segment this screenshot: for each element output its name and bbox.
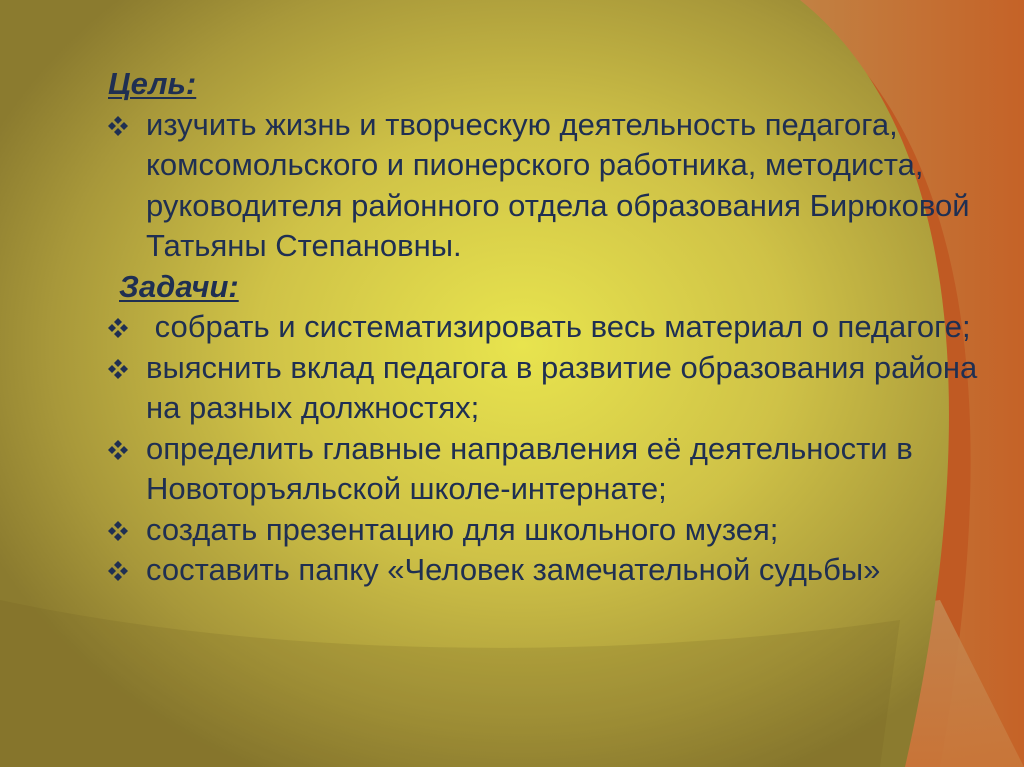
task-item-text: выяснить вклад педагога в развитие образования района на разных должностях; <box>146 349 978 425</box>
four-diamond-bullet-icon <box>108 349 142 389</box>
tasks-list <box>108 307 988 591</box>
tasks-heading: Задачи: <box>119 268 239 304</box>
four-diamond-bullet-icon <box>108 430 142 470</box>
task-item-text: определить главные направления её деятельности в Новоторъяльской школе-интернате; <box>146 430 913 506</box>
task-item <box>108 307 988 348</box>
goal-heading: Цель: <box>108 66 197 101</box>
task-item <box>108 550 988 591</box>
task-item-text: создать презентацию для школьного музея; <box>146 511 779 547</box>
four-diamond-bullet-icon <box>108 106 142 146</box>
task-item <box>108 348 988 429</box>
goal-list <box>108 105 988 267</box>
slide-content <box>108 64 988 591</box>
task-item <box>108 429 988 510</box>
four-diamond-bullet-icon <box>108 551 142 591</box>
task-item-text: составить папку «Человек замечательной судьбы» <box>146 552 881 587</box>
four-diamond-bullet-icon <box>108 511 142 551</box>
task-item-text: собрать и систематизировать весь материал о педагоге; <box>146 309 971 344</box>
goal-item-text: изучить жизнь и творческую деятельность педагога, комсомольского и пионерского работника, методиста, руководителя районного отдела образования Бирюковой Татьяны Степановны. <box>146 106 970 263</box>
goal-item <box>108 105 988 267</box>
task-item <box>108 510 988 551</box>
four-diamond-bullet-icon <box>108 308 142 348</box>
